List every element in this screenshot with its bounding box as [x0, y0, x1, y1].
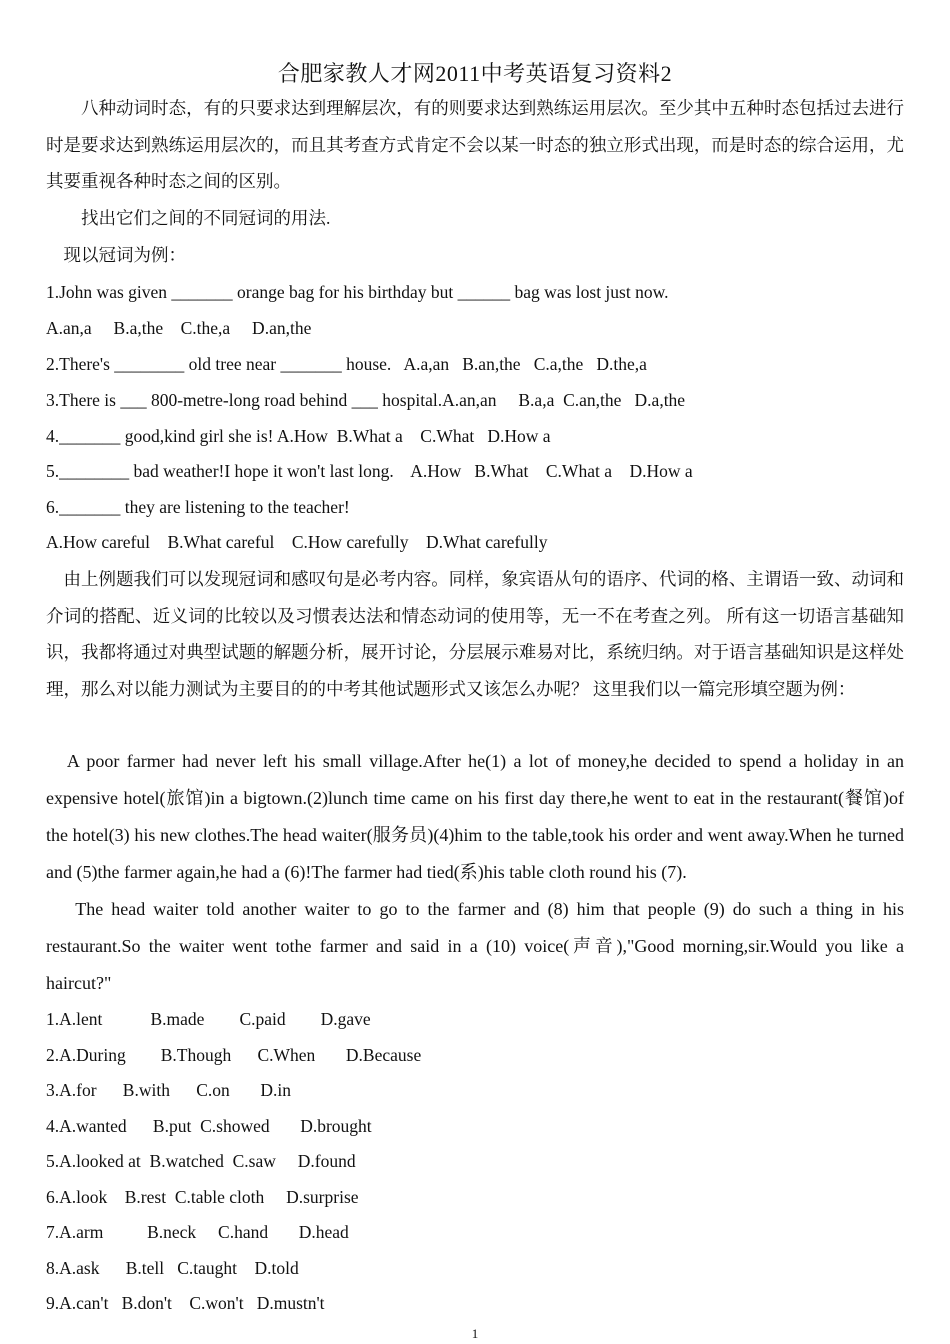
cloze-option-line: 5.A.looked at B.watched C.saw D.found: [46, 1151, 356, 1171]
intro-paragraph: 八种动词时态，有的只要求达到理解层次，有的则要求达到熟练运用层次。至少其中五种时态包括过去进行时是要求达到熟练运用层次的，而且其考查方式肯定不会以某一时态的独立形式出现，而是时态的综合运用，尤其要重视各种时态之间的区别。: [46, 98, 904, 192]
question-line: 6._______ they are listening to the teacher!: [46, 497, 350, 517]
question-line: 3.There is ___ 800-metre-long road behind ___ hospital.A.an,an B.a,a C.an,the D.a,the: [46, 390, 686, 410]
cloze-option-line: 9.A.can't B.don't C.won't D.mustn't: [46, 1293, 325, 1313]
cloze-passage-paragraph-2: The head waiter told another waiter to go to the farmer and (8) him that people (9) do such a thing in his restaurant.So the waiter went tothe farmer and said in a (10) voice(声音),"Good morning,sir.Would you like a haircut?": [46, 899, 904, 993]
cloze-option-line: 7.A.arm B.neck C.hand D.head: [46, 1222, 349, 1242]
question-line: 5.________ bad weather!I hope it won't last long. A.How B.What C.What a D.How a: [46, 461, 693, 481]
cloze-option-line: 1.A.lent B.made C.paid D.gave: [46, 1009, 371, 1029]
question-line: A.an,a B.a,the C.the,a D.an,the: [46, 318, 312, 338]
document-title: 合肥家教人才网2011中考英语复习资料2: [277, 61, 673, 86]
find-difference-line: 找出它们之间的不同冠词的用法.: [46, 208, 331, 228]
cloze-option-line: 2.A.During B.Though C.When D.Because: [46, 1045, 422, 1065]
example-intro-line: 现以冠词为例：: [46, 245, 186, 265]
question-line: A.How careful B.What careful C.How carefully D.What carefully: [46, 532, 548, 552]
question-line: 2.There's ________ old tree near _______ house. A.a,an B.an,the C.a,the D.the,a: [46, 354, 647, 374]
cloze-option-line: 6.A.look B.rest C.table cloth D.surprise: [46, 1187, 359, 1207]
cloze-option-line: 8.A.ask B.tell C.taught D.told: [46, 1258, 299, 1278]
summary-paragraph: 由上例题我们可以发现冠词和感叹句是必考内容。同样，象宾语从句的语序、代词的格、主谓语一致、动词和介词的搭配、近义词的比较以及习惯表达法和情态动词的使用等，无一不在考查之列。 所有这一切语言基础知识，我都将通过对典型试题的解题分析，展开讨论，分层展示难易对比，系统归纳。对于语言基础知识是这样处理，那么对以能力测试为主要目的的中考其他试题形式又该怎么办呢？ 这里我们以一篇完形填空题为例：: [46, 569, 904, 699]
cloze-option-line: 3.A.for B.with C.on D.in: [46, 1080, 291, 1100]
question-line: 4._______ good,kind girl she is! A.How B.What a C.What D.How a: [46, 426, 551, 446]
cloze-passage-paragraph-1: A poor farmer had never left his small village.After he(1) a lot of money,he decided to spend a holiday in an expensive hotel(旅馆)in a bigtown.(2)lunch time came on his first day there,he went to eat in the restaurant(餐馆)of the hotel(3) his new clothes.The head waiter(服务员)(4)him to the table,took his order and went away.When he turned and (5)the farmer again,he had a (6)!The farmer had tied(系)his table cloth round his (7).: [46, 751, 904, 882]
cloze-option-line: 4.A.wanted B.put C.showed D.brought: [46, 1116, 372, 1136]
question-line: 1.John was given _______ orange bag for his birthday but ______ bag was lost just now.: [46, 282, 669, 302]
page-number: 1: [471, 1326, 479, 1341]
